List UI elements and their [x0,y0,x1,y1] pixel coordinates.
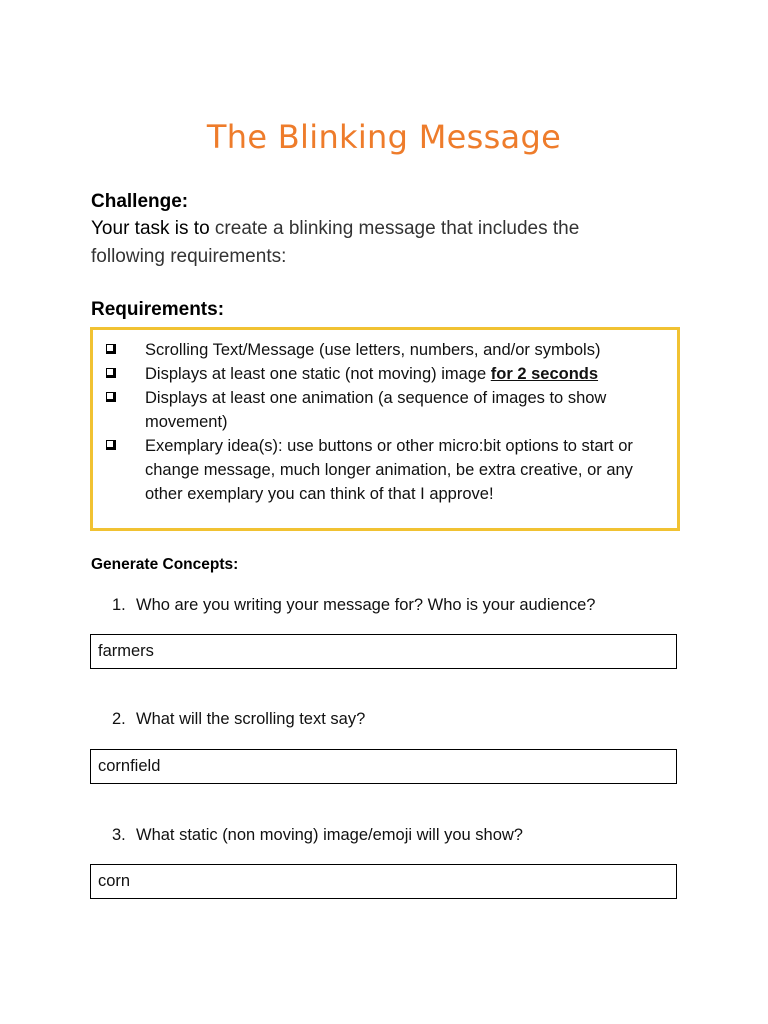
requirement-text: Exemplary idea(s): use buttons or other micro:bit options to start or change message, much longer animation, be extra creative, or any other exemplary you can think of that I approve! [145,437,633,503]
question-2 [112,710,365,729]
challenge-text-rest: create a blinking message that includes the following requirements: [91,218,580,267]
challenge-text-start: Your task is to [91,218,210,239]
question-number: 3. [112,826,126,844]
requirements-box [90,327,680,531]
answer-field-1[interactable]: farmers [90,634,677,669]
requirement-item [103,338,663,362]
requirement-item [103,386,663,434]
generate-concepts-heading: Generate Concepts: [91,556,239,573]
answer-field-2[interactable]: cornfield [90,749,677,784]
question-number: 2. [112,710,126,728]
checkbox-icon [106,392,116,402]
answer-field-3[interactable]: corn [90,864,677,899]
question-text: Who are you writing your message for? Who is your audience? [136,596,596,614]
question-number: 1. [112,596,126,614]
checkbox-icon [106,368,116,378]
requirement-text: Displays at least one animation (a sequence of images to show movement) [145,389,607,431]
requirement-text: Displays at least one static (not moving) image [145,365,491,383]
checkbox-icon [106,440,116,450]
question-text: What will the scrolling text say? [136,710,366,728]
requirements-heading: Requirements: [91,299,225,320]
question-text: What static (non moving) image/emoji will you show? [136,826,523,844]
requirement-text: Scrolling Text/Message (use letters, numbers, and/or symbols) [145,341,601,359]
requirement-emphasis: for 2 seconds [490,365,599,383]
page-title: The Blinking Message [206,118,562,156]
question-1 [112,596,595,615]
question-3 [112,826,523,845]
challenge-heading: Challenge: [91,191,189,212]
requirement-item [103,362,663,386]
checkbox-icon [106,344,116,354]
challenge-text [91,215,651,271]
requirements-list [103,338,663,506]
requirement-item [103,434,663,506]
